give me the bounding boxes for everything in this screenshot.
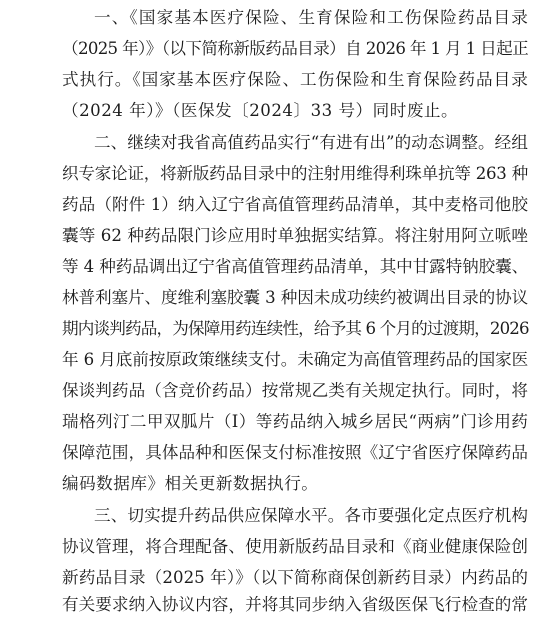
text-line: 药品（附件 1）纳入辽宁省高值管理药品清单，其中麦格司他胶 xyxy=(62,195,528,214)
text-line: 等 4 种药品调出辽宁省高值管理药品清单，其中甘露特钠胶囊、 xyxy=(62,257,529,276)
text-line: 三、切实提升药品供应保障水平。各市要强化定点医疗机构 xyxy=(94,506,528,525)
text-line: 囊等 62 种药品限门诊应用时单独据实结算。将注射用阿立哌唑 xyxy=(62,226,528,245)
text-line: 二、继续对我省高值药品实行“有进有出”的动态调整。经组 xyxy=(94,133,528,152)
text-line: 新药品目录（2025 年）》（以下简称商保创新药目录）内药品的 xyxy=(62,568,528,587)
text-line: 林普利塞片、度维利塞胶囊 3 种因未成功续约被调出目录的协议 xyxy=(62,288,529,307)
text-line: 年 6 月底前按原政策继续支付。未确定为高值管理药品的国家医 xyxy=(62,350,529,369)
text-line: 瑞格列汀二甲双胍片（Ⅰ）等药品纳入城乡居民“两病”门诊用药 xyxy=(62,412,528,431)
text-line: 织专家论证，将新版药品目录中的注射用维得利珠单抗等 263 种 xyxy=(62,164,528,183)
text-line: （2025 年）》（以下简称新版药品目录）自 2026 年 1 月 1 日起正 xyxy=(62,39,528,58)
text-line: 式执行。《国家基本医疗保险、工伤保险和生育保险药品目录 xyxy=(62,70,528,89)
text-line: （2024 年）》（医保发〔2024〕33 号）同时废止。 xyxy=(62,101,459,120)
text-line: 编码数据库》相关更新数据执行。 xyxy=(62,474,319,493)
text-line: 有关要求纳入协议内容，并将其同步纳入省级医保飞行检查的常 xyxy=(62,595,529,614)
text-line: 保障范围，具体品种和医保支付标准按照《辽宁省医疗保障药品 xyxy=(62,443,529,462)
text-line: 协议管理，将合理配备、使用新版药品目录和《商业健康保险创 xyxy=(62,537,529,556)
text-line: 一、《国家基本医疗保险、生育保险和工伤保险药品目录 xyxy=(94,8,528,27)
text-line: 保谈判药品（含竞价药品）按常规乙类有关规定执行。同时，将 xyxy=(62,381,529,400)
text-line: 期内谈判药品，为保障用药连续性，给予其 6 个月的过渡期，2026 xyxy=(62,319,529,338)
